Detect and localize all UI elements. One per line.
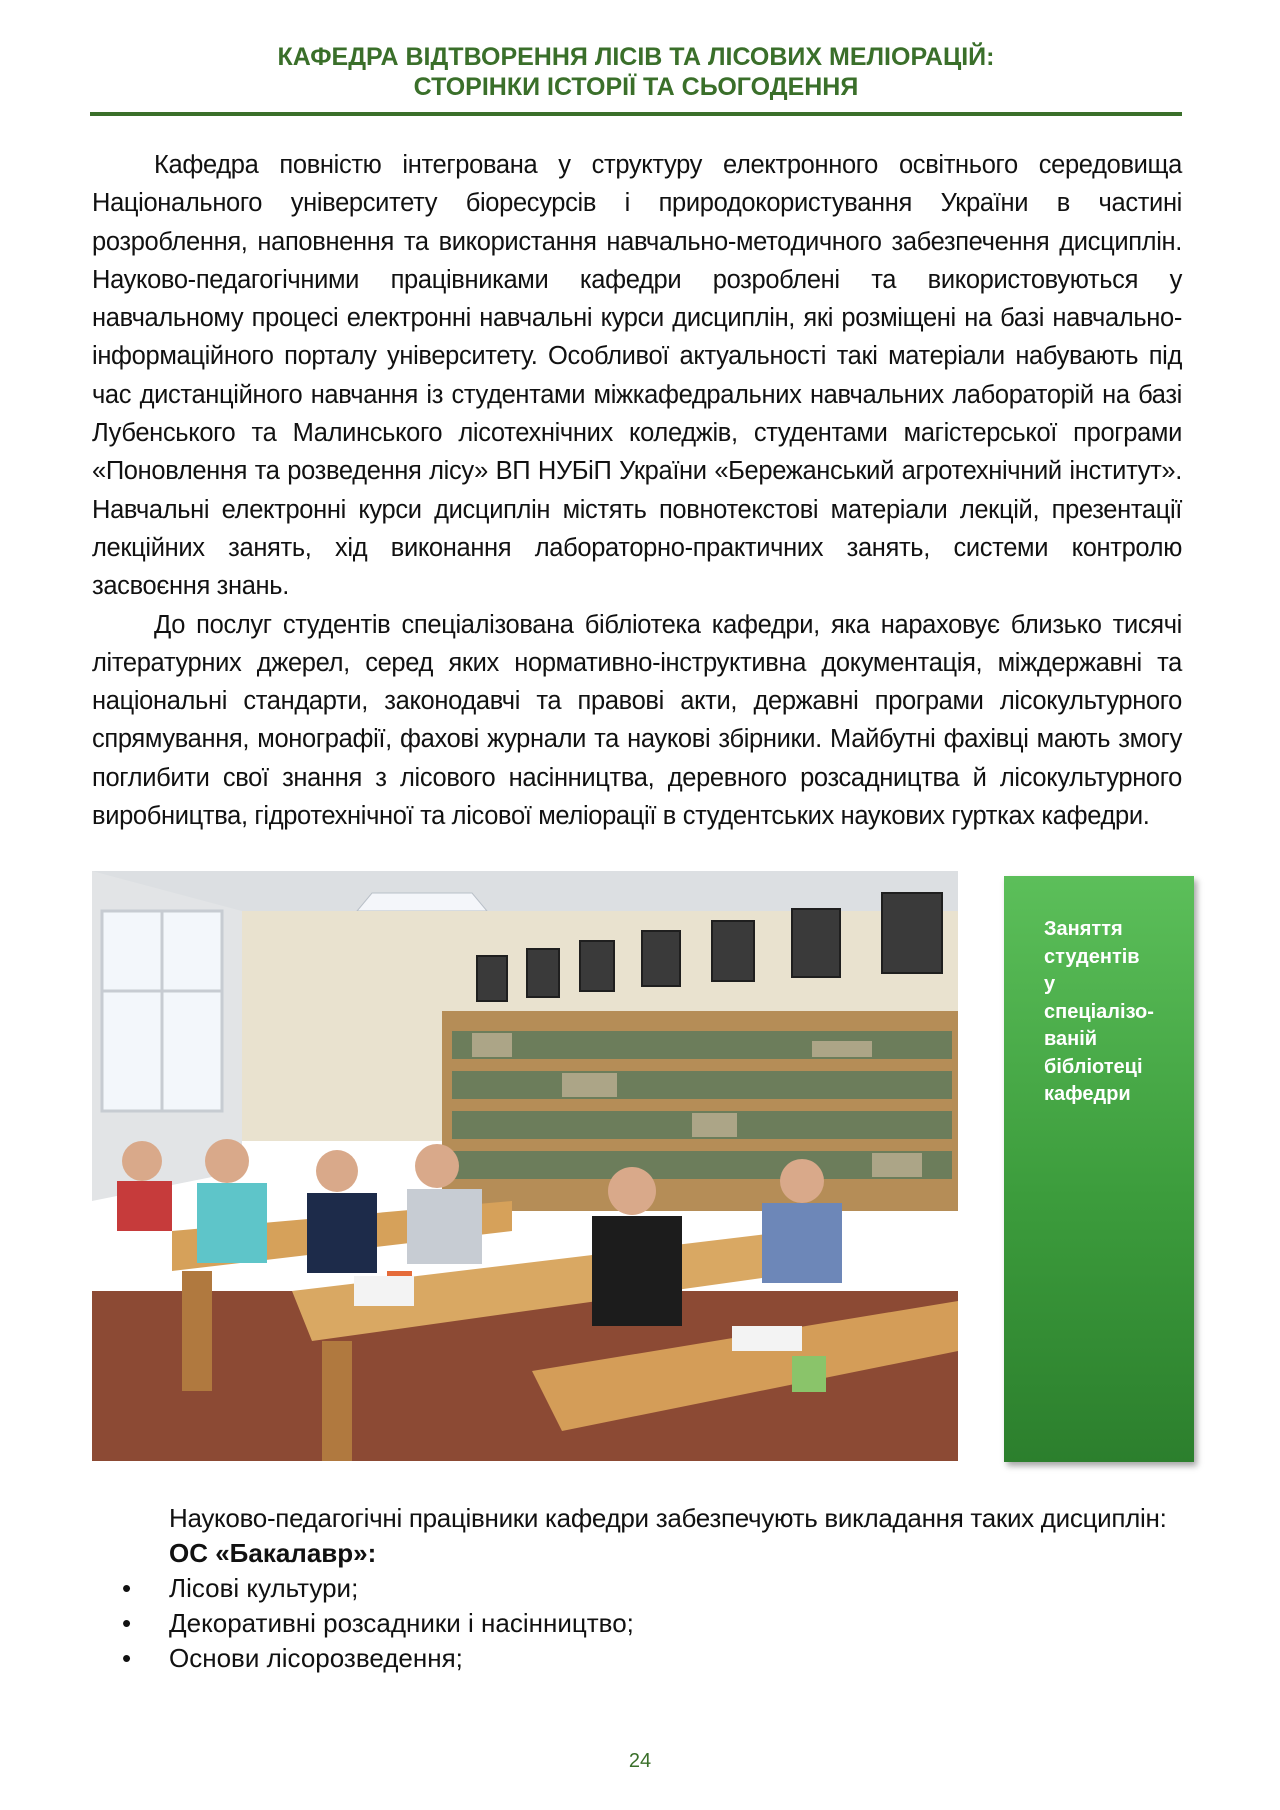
disciplines-list xyxy=(120,1571,634,1676)
list-item xyxy=(120,1571,634,1606)
caption-line: у xyxy=(1044,973,1056,995)
header-divider xyxy=(90,112,1182,116)
header-title-line-2: СТОРІНКИ ІСТОРІЇ ТА СЬОГОДЕННЯ xyxy=(413,73,859,101)
caption-line: спеціалізо- xyxy=(1044,1000,1154,1023)
list-item-text: Лісові культури; xyxy=(169,1573,359,1603)
header-title-line-1: КАФЕДРА ВІДТВОРЕННЯ ЛІСІВ ТА ЛІСОВИХ МЕЛІОРАЦІЙ: xyxy=(277,43,995,71)
degree-level-label: ОС «Бакалавр»: xyxy=(169,1538,377,1568)
list-item-text: Декоративні розсадники і насінництво; xyxy=(169,1608,634,1638)
bullet-icon: • xyxy=(122,1608,132,1638)
bullet-icon: • xyxy=(122,1573,132,1603)
caption-line: Заняття xyxy=(1044,918,1123,940)
disciplines-intro: Науково-педагогічні працівники кафедри забезпечують викладання таких дисциплін: xyxy=(169,1503,1167,1533)
caption-line: ваній xyxy=(1044,1028,1098,1050)
list-item xyxy=(120,1606,634,1641)
paragraph-1: Кафедра повністю інтегрована у структуру електронного освітнього середовища Національного університету біоресурсів і природокористування України в частині розроблення, наповнення та використання навчально-методичного забезпечення дисциплін. Науково-педагогічними працівниками кафедри розроблені та використовуються у навчальному процесі електронні навчальні курси дисциплін, які розміщені на базі навчально-інформаційного порталу університету. Особливої актуальності такі матеріали набувають під час дистанційного навчання із студентами міжкафедральних навчальних лабораторій на базі Лубенського та Малинського лісотехнічних коледжів, студентами магістерської програми «Поновлення та розведення лісу» ВП НУБіП України «Бережанський агротехнічний інститут». Навчальні електронні курси дисциплін містять повнотекстові матеріали лекцій, презентації лекційних занять, хід виконання лабораторно-практичних занять, системи контролю засвоєння знань. xyxy=(92,151,1182,601)
bullet-icon: • xyxy=(122,1643,132,1673)
caption-line: студентів xyxy=(1044,945,1140,968)
photo-caption xyxy=(1044,916,1184,1109)
caption-line: бібліотеці xyxy=(1044,1055,1143,1078)
page-header xyxy=(90,42,1182,102)
library-classroom-photo xyxy=(92,871,958,1461)
caption-line: кафедри xyxy=(1044,1083,1131,1105)
list-item-text: Основи лісорозведення; xyxy=(169,1643,463,1673)
list-item xyxy=(120,1641,634,1676)
photo-caption-box xyxy=(1004,876,1194,1462)
paragraph-2: До послуг студентів спеціалізована бібліотека кафедри, яка нараховує близько тисячі літературних джерел, серед яких нормативно-інструктивна документація, міждержавні та національні стандарти, законодавчі та правові акти, державні програми лісокультурного спрямування, монографії, фахові журнали та наукові збірники. Майбутні фахівці мають змогу поглибити свої знання з лісового насінництва, деревного розсадництва й лісокультурного виробництва, гідротехнічної та лісової меліорації в студентських наукових гуртках кафедри. xyxy=(92,610,1182,831)
body-text xyxy=(92,146,1182,835)
page-number: 24 xyxy=(628,1750,652,1772)
